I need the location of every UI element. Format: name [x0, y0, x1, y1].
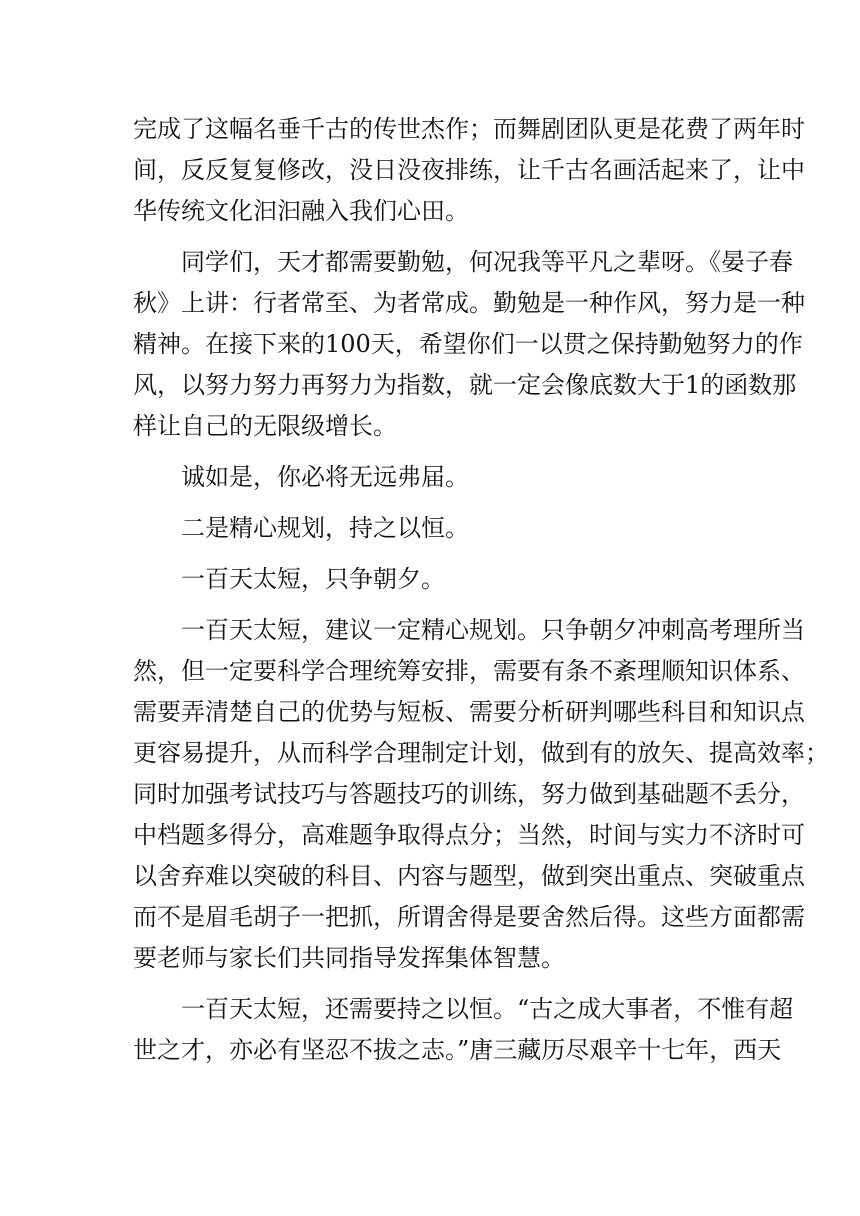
text-line: 需要弄清楚自己的优势与短板、需要分析研判哪些科目和知识点 [133, 698, 805, 726]
text-line: 同学们，天才都需要勤勉，何况我等平凡之辈呀。《晏子春 [181, 248, 793, 276]
paragraph [133, 559, 733, 600]
text-line: 中档题多得分，高难题争取得点分；当然，时间与实力不济时可 [133, 821, 805, 849]
document-body [133, 109, 829, 1081]
text-line: 而不是眉毛胡子一把抓，所谓舍得是要舍然后得。这些方面都需 [133, 903, 805, 931]
text-line: 间，反反复复修改，没日没夜排练，让千古名画活起来了，让中 [133, 156, 805, 184]
paragraph [133, 610, 829, 979]
text-line: 风，以努力努力再努力为指数，就一定会像底数大于1的函数那 [133, 371, 797, 399]
text-line: 要老师与家长们共同指导发挥集体智慧。 [133, 944, 565, 972]
text-line: 世之才，亦必有坚忍不拔之志。”唐三藏历尽艰辛十七年，西天 [133, 1036, 782, 1064]
paragraph [133, 508, 733, 549]
text-line: 一百天太短，建议一定精心规划。只争朝夕冲刺高考理所当 [181, 616, 805, 644]
text-line: 同时加强考试技巧与答题技巧的训练，努力做到基础题不丢分， [133, 780, 805, 808]
text-line: 二是精心规划，持之以恒。 [181, 514, 469, 542]
text-line: 秋》上讲：行者常至、为者常成。勤勉是一种作风，努力是一种 [133, 289, 805, 317]
paragraph [133, 242, 805, 447]
text-line: 然，但一定要科学合理统筹安排，需要有条不紊理顺知识体系、 [133, 657, 805, 685]
text-line: 精神。在接下来的100天，希望你们一以贯之保持勤勉努力的作 [133, 330, 803, 358]
text-line: 诚如是，你必将无远弗届。 [181, 463, 469, 491]
text-line: 完成了这幅名垂千古的传世杰作；而舞剧团队更是花费了两年时 [133, 115, 805, 143]
paragraph [133, 989, 794, 1071]
paragraph [133, 457, 733, 498]
text-line: 一百天太短，还需要持之以恒。“古之成大事者，不惟有超 [181, 995, 794, 1023]
text-line: 华传统文化汩汩融入我们心田。 [133, 197, 469, 225]
text-line: 更容易提升，从而科学合理制定计划，做到有的放矢、提高效率； [133, 739, 829, 767]
text-line: 一百天太短，只争朝夕。 [181, 565, 445, 593]
text-line: 样让自己的无限级增长。 [133, 412, 397, 440]
text-line: 以舍弃难以突破的科目、内容与题型，做到突出重点、突破重点 [133, 862, 805, 890]
paragraph [133, 109, 805, 232]
